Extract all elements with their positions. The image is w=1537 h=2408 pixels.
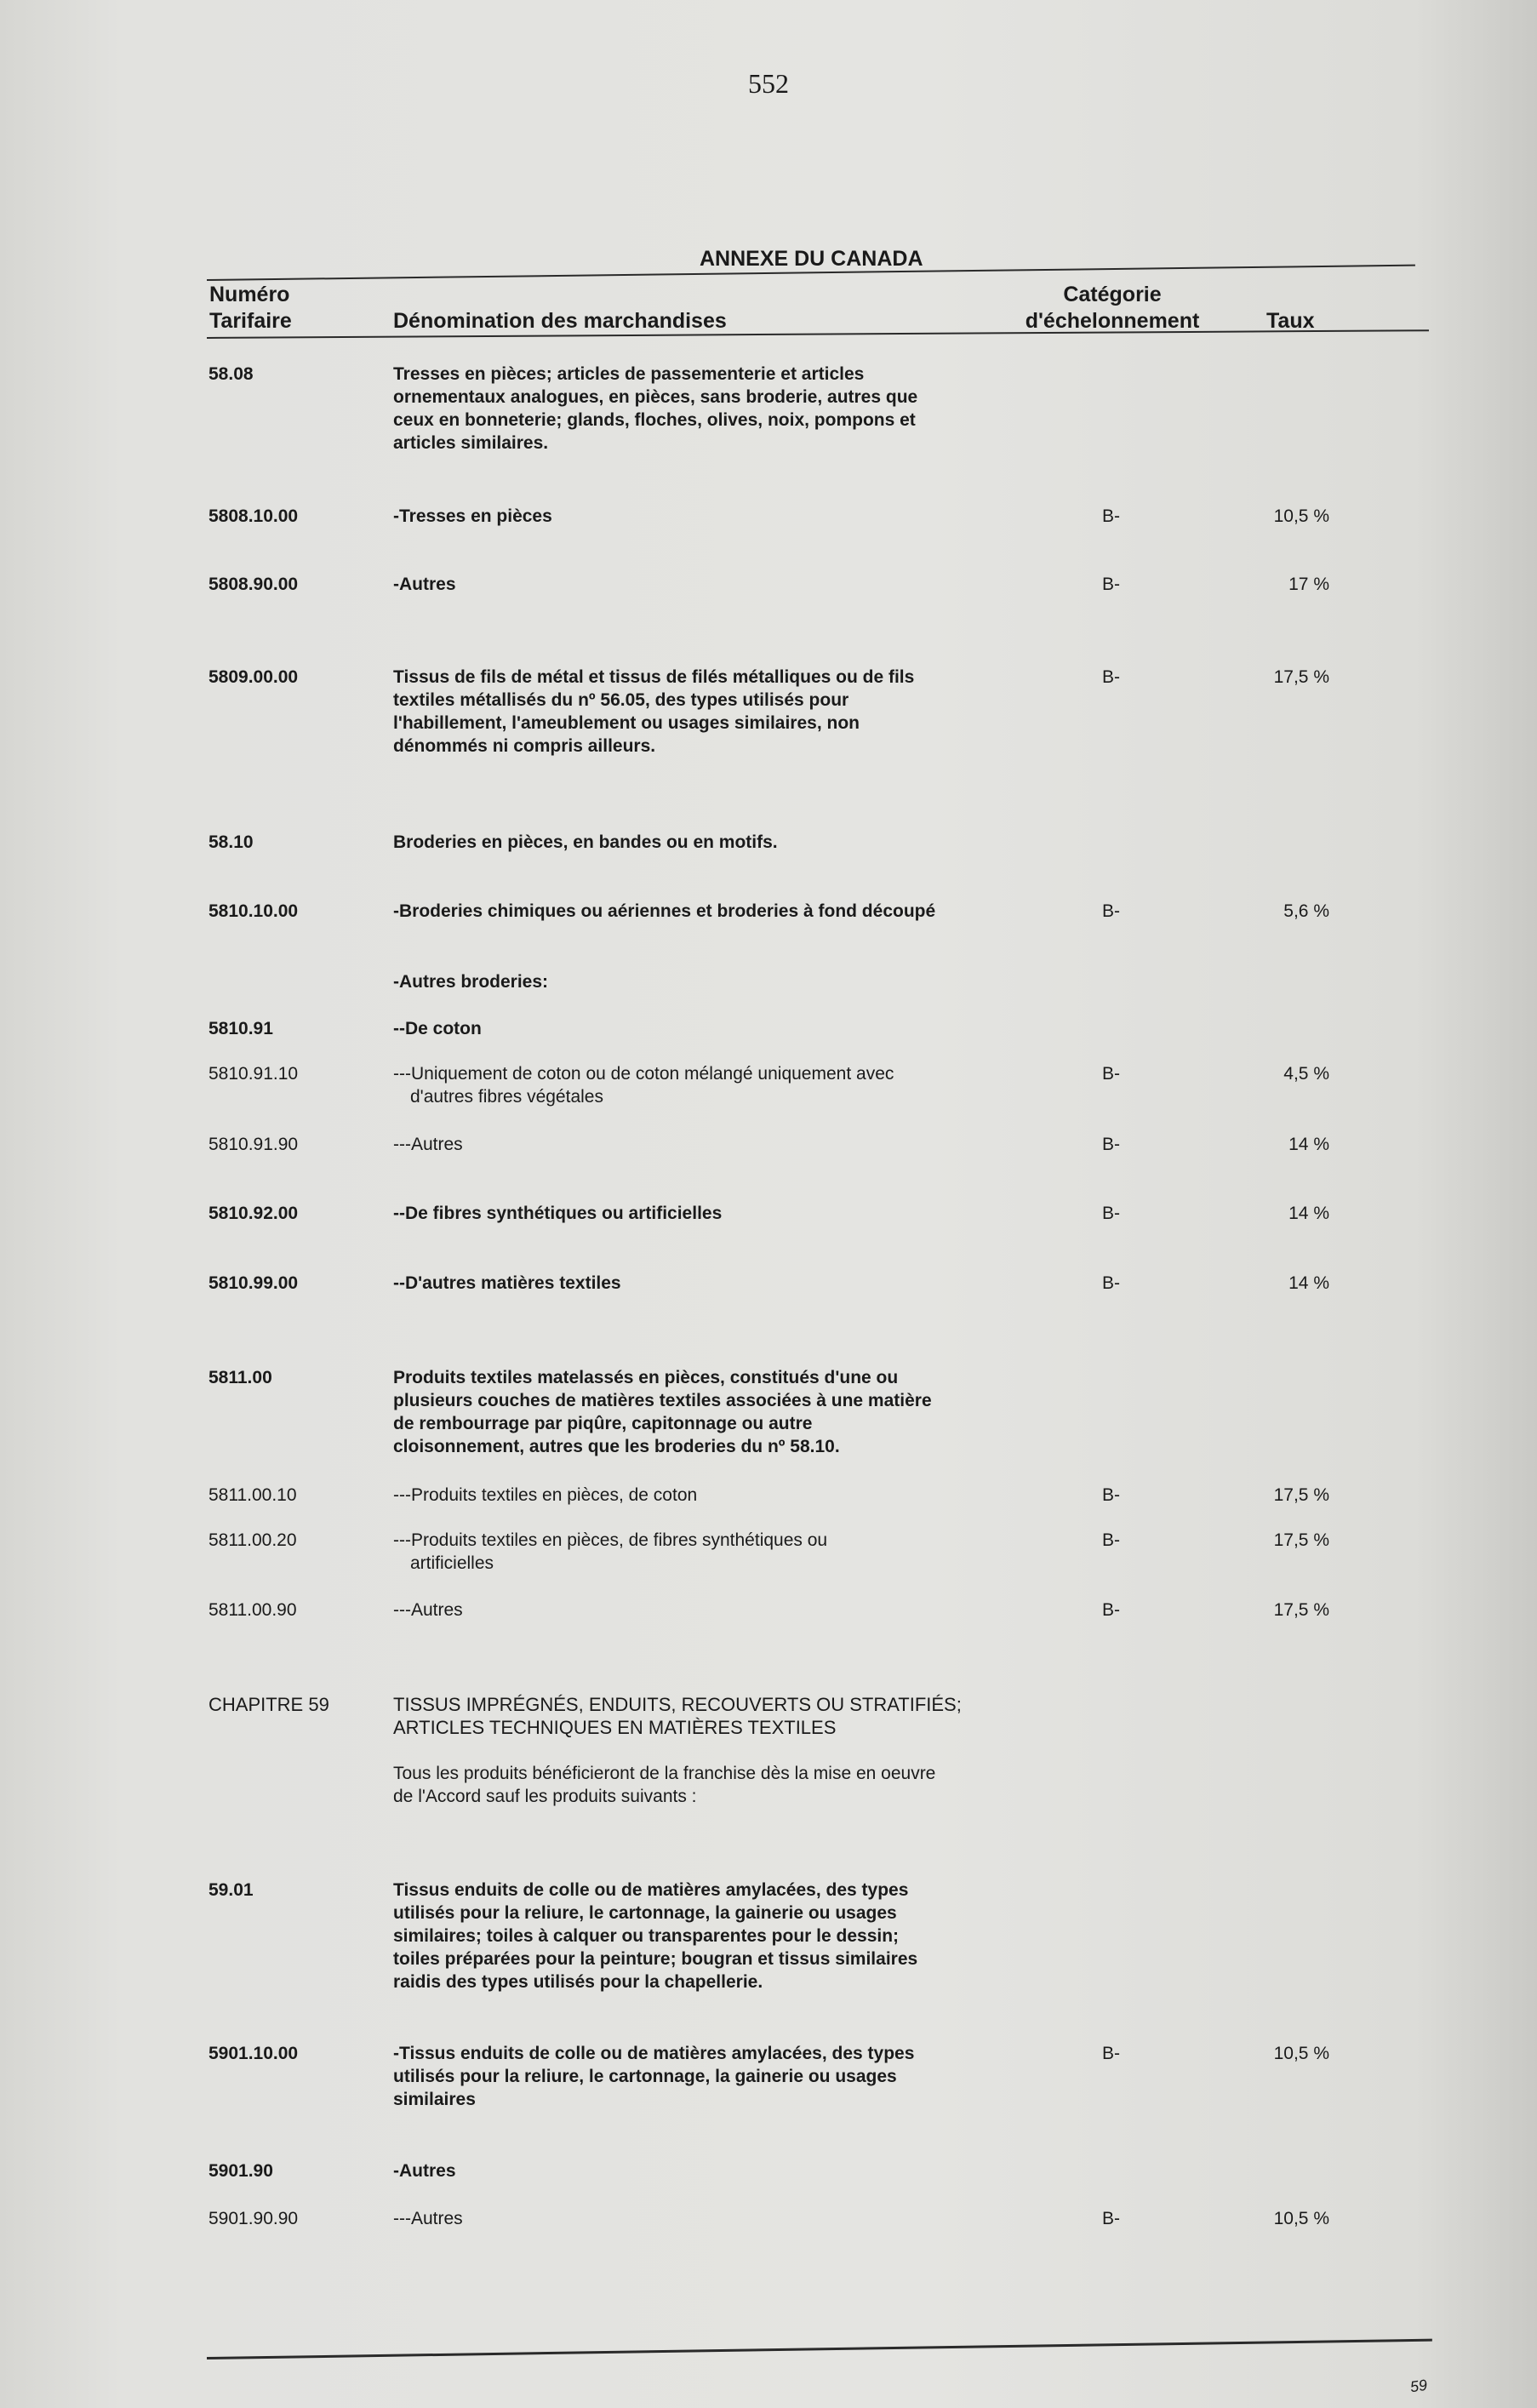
description: -Tresses en pièces (393, 506, 552, 526)
tariff-number: 5811.00 (209, 1368, 272, 1387)
rate: 17,5 % (1273, 1530, 1329, 1550)
description: Tissus enduits de colle ou de matières amylacées, des types utilisés pour la reliure, le cartonnage, la gainerie ou usages similaires; toiles à calquer ou transparentes pour le dessin; toiles préparées pour la peinture; bougran et tissus similaires raidis des types utilisés pour la chapellerie. (393, 1880, 918, 1992)
chapter-note-text: Tous les produits bénéficieront de la franchise dès la mise en oeuvre de l'Accord sauf les produits suivants : (393, 1764, 936, 1806)
footer-rule (207, 2339, 1432, 2359)
tariff-number: 5901.90.90 (209, 2209, 299, 2228)
category: B- (1102, 1273, 1120, 1293)
column-header-number (209, 282, 292, 335)
rate: 14 % (1288, 1135, 1329, 1154)
category: B- (1102, 1135, 1120, 1154)
tariff-number: 5811.00.10 (209, 1485, 297, 1505)
column-header-number-line1: Numéro (209, 283, 290, 306)
category: B- (1102, 901, 1120, 921)
tariff-number: 5811.00.90 (209, 1600, 297, 1620)
chapter-title: TISSUS IMPRÉGNÉS, ENDUITS, RECOUVERTS OU STRATIFIÉS; ARTICLES TECHNIQUES EN MATIÈRES TEXTILES (393, 1694, 962, 1738)
description-continuation: artificielles (410, 1553, 494, 1573)
category: B- (1102, 667, 1120, 687)
description: ---Autres (393, 1135, 463, 1154)
tariff-number: 5810.99.00 (209, 1273, 299, 1293)
rate: 17,5 % (1273, 667, 1329, 687)
description: Tresses en pièces; articles de passementerie et articles ornementaux analogues, en pièces, sans broderie, autres que ceux en bonneterie; glands, floches, olives, noix, pompons et articles similaires. (393, 364, 918, 453)
description: -Broderies chimiques ou aériennes et broderies à fond découpé (393, 901, 936, 921)
tariff-number: 5808.10.00 (209, 506, 299, 526)
description: -Autres (393, 575, 456, 594)
rate: 14 % (1288, 1273, 1329, 1293)
description: --De fibres synthétiques ou artificielles (393, 1204, 723, 1223)
tariff-number: 5901.90 (209, 2161, 273, 2181)
description (393, 1062, 1091, 1108)
category: B- (1102, 575, 1120, 594)
tariff-number: 5810.10.00 (209, 901, 299, 921)
description: ---Autres (393, 2209, 463, 2228)
description: ---Autres (393, 1600, 463, 1620)
description: -Autres broderies: (393, 972, 549, 992)
category: B- (1102, 1600, 1120, 1620)
column-header-category-line2: d'échelonnement (1025, 309, 1200, 333)
description: ---Produits textiles en pièces, de coton (393, 1485, 698, 1505)
rate: 14 % (1288, 1204, 1329, 1223)
category: B- (1102, 2209, 1120, 2228)
description: --De coton (393, 1019, 482, 1038)
description: Produits textiles matelassés en pièces, constitués d'une ou plusieurs couches de matières textiles associées à une matière de rembourrage par piqûre, capitonnage ou autre cloisonnement, autres que les broderies du nº 58.10. (393, 1368, 932, 1456)
rate: 10,5 % (1273, 506, 1329, 526)
category: B- (1102, 1485, 1120, 1505)
column-header-rate: Taux (1266, 309, 1315, 333)
page-number: 552 (748, 68, 789, 99)
category: B- (1102, 2044, 1120, 2063)
tariff-number: 58.10 (209, 832, 254, 852)
description: -Autres (393, 2161, 456, 2181)
chapter-number: CHAPITRE 59 (209, 1694, 329, 1715)
rate: 17 % (1288, 575, 1329, 594)
rate: 10,5 % (1273, 2209, 1329, 2228)
tariff-number: 59.01 (209, 1880, 254, 1900)
rate: 5,6 % (1283, 901, 1329, 921)
description (393, 1529, 1091, 1575)
column-header-category-line1: Catégorie (1063, 283, 1162, 306)
tariff-number: 5901.10.00 (209, 2044, 299, 2063)
description: -Tissus enduits de colle ou de matières amylacées, des types utilisés pour la reliure, le cartonnage, la gainerie ou usages similaires (393, 2044, 915, 2109)
tariff-number: 58.08 (209, 364, 254, 384)
tariff-number: 5810.91.10 (209, 1064, 299, 1084)
description-line: ---Uniquement de coton ou de coton mélangé uniquement avec (393, 1064, 894, 1084)
tariff-number: 5810.91.90 (209, 1135, 299, 1154)
description-continuation: d'autres fibres végétales (410, 1087, 603, 1107)
footer-chapter-number: 59 (1408, 2376, 1429, 2396)
column-header-number-line2: Tarifaire (209, 309, 292, 333)
rate: 4,5 % (1283, 1064, 1329, 1084)
tariff-number: 5811.00.20 (209, 1530, 297, 1550)
category: B- (1102, 1530, 1120, 1550)
description-line: ---Produits textiles en pièces, de fibres synthétiques ou (393, 1530, 828, 1550)
description: Broderies en pièces, en bandes ou en motifs. (393, 832, 778, 852)
column-header-category (1014, 282, 1210, 335)
tariff-number: 5810.91 (209, 1019, 273, 1038)
tariff-number: 5809.00.00 (209, 667, 299, 687)
rate: 10,5 % (1273, 2044, 1329, 2063)
tariff-number: 5808.90.00 (209, 575, 299, 594)
header-bottom-rule (207, 329, 1429, 339)
tariff-number: 5810.92.00 (209, 1204, 299, 1223)
rate: 17,5 % (1273, 1600, 1329, 1620)
annex-title: ANNEXE DU CANADA (700, 247, 923, 271)
description: --D'autres matières textiles (393, 1273, 621, 1293)
rate: 17,5 % (1273, 1485, 1329, 1505)
category: B- (1102, 506, 1120, 526)
category: B- (1102, 1064, 1120, 1084)
description: Tissus de fils de métal et tissus de filés métalliques ou de fils textiles métallisés du nº 56.05, des types utilisés pour l'habillement, l'ameublement ou usages similaires, non dénommés ni compris ailleurs. (393, 667, 915, 756)
category: B- (1102, 1204, 1120, 1223)
column-header-description: Dénomination des marchandises (393, 309, 727, 333)
